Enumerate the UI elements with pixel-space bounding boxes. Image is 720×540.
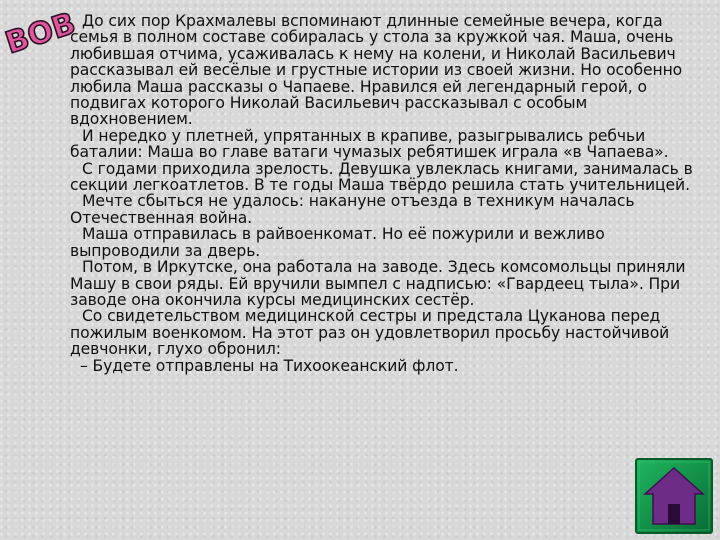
paragraph: Со свидетельством медицинской сестры и предстала Цуканова перед пожилым военкомом. На этот раз он удовлетворил просьбу настойчивой девчонки, глухо обронил: [70,307,670,359]
paragraph: Потом, в Иркутске, она работала на заводе. Здесь комсомольцы приняли Машу в свои ряды. Ей вручили вымпел с надписью: «Гвардеец тыла». При заводе она окончила курсы медицинских сестёр. [70,258,686,309]
home-button[interactable] [635,458,713,534]
paragraph: – Будете отправлены на Тихоокеанский флот. [80,356,459,375]
paragraph: С годами приходила зрелость. Девушка увлеклась книгами, занималась в секции легкоатлетов. В те годы Маша твёрдо решила стать учительницей. [70,159,693,195]
logo-text: ВОВ [1,5,80,62]
paragraph: И нередко у плетней, упрятанных в крапиве, разыгрывались ребчьи баталии: Маша во главе ватаги чумазых ребятишек играла «в Чапаева». [70,126,669,162]
story-text [70,13,710,374]
paragraph: До сих пор Крахмалевы вспоминают длинные семейные вечера, когда семья в полном составе собиралась у стола за кружкой чая. Маша, очень любившая отчима, усаживалась к нему на колени, и Николай Васильевич рассказывал ей весёлые и грустные истории из своей жизни. Но особенно любила Маша рассказы о Чапаеве. Нравился ей легендарный герой, о подвигах которого Николай Васильевич рассказывал с особым вдохновением. [70,12,683,129]
paragraph: Мечте сбыться не удалось: накануне отъезда в техникум началась Отечественная война. [70,192,635,227]
paragraph: Маша отправилась в райвоенкомат. Но её пожурили и вежливо выпроводили за дверь. [70,225,605,260]
logo-vov [1,2,80,62]
